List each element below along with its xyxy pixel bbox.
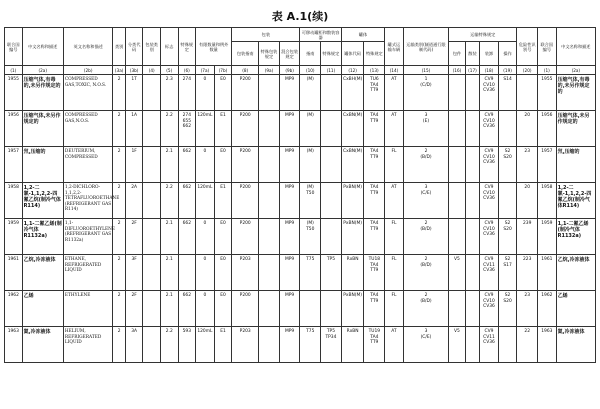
column-number: (3a) bbox=[114, 67, 124, 73]
tsp-packages-cell bbox=[449, 183, 466, 219]
label-cell: 2.3 bbox=[160, 75, 178, 111]
tsp-bulk-cell bbox=[465, 291, 479, 327]
special-provisions-cell: 274 655 662 bbox=[178, 111, 196, 147]
header-zh-name: 中文名称和描述 bbox=[22, 28, 63, 66]
mixed-packing-cell: MP9 bbox=[279, 147, 300, 183]
header-tsp-packages: 包件 bbox=[449, 42, 466, 66]
un-number-2-cell: 1958 bbox=[538, 183, 557, 219]
header-class: 类别 bbox=[113, 28, 125, 66]
column-number-row bbox=[5, 66, 596, 75]
class-cell: 2 bbox=[113, 219, 125, 255]
excepted-quantity-cell: E1 bbox=[214, 327, 232, 363]
tsp-operation-cell: S2 S17 bbox=[498, 255, 517, 291]
header-pt-special: 特殊规定 bbox=[321, 42, 342, 66]
table-row bbox=[5, 75, 596, 111]
column-number: (16) bbox=[449, 66, 466, 75]
tsp-loading-cell: CV9 CV11 CV36 bbox=[480, 327, 499, 363]
special-packing-cell bbox=[259, 111, 280, 147]
class-cell: 2 bbox=[113, 147, 125, 183]
header-en-name: 英文名称和描述 bbox=[63, 28, 113, 66]
packing-instruction-cell: P200 bbox=[232, 291, 259, 327]
column-number: (7b) bbox=[214, 66, 232, 75]
hazard-id-cell: 20 bbox=[517, 183, 538, 219]
table-row bbox=[5, 183, 596, 219]
limited-quantity-cell: 120mL bbox=[196, 111, 215, 147]
un-number-2-cell: 1962 bbox=[538, 291, 557, 327]
tsp-loading-cell: CV9 CV10 CV36 bbox=[480, 219, 499, 255]
portable-tank-instruction-cell: T75 bbox=[300, 255, 321, 291]
un-number-2-cell: 1961 bbox=[538, 255, 557, 291]
portable-tank-instruction-cell: (M) T50 bbox=[300, 183, 321, 219]
class-cell: 2 bbox=[113, 111, 125, 147]
packing-group-cell bbox=[143, 255, 161, 291]
vehicle-cell: AT bbox=[385, 75, 404, 111]
header-tsp-loading: 装卸 bbox=[480, 42, 499, 66]
un-number-cell: 1957 bbox=[5, 147, 23, 183]
table-row bbox=[5, 219, 596, 255]
header-tank-code: 罐体代码 bbox=[341, 42, 364, 66]
header-packing-group: 包装类别 bbox=[143, 28, 161, 66]
un-number-2-cell: 1957 bbox=[538, 147, 557, 183]
column-number: (12) bbox=[341, 66, 364, 75]
special-provisions-cell bbox=[178, 255, 196, 291]
hazard-id-cell: 239 bbox=[517, 219, 538, 255]
tsp-operation-cell: S2 S20 bbox=[498, 291, 517, 327]
dangerous-goods-table bbox=[4, 27, 596, 363]
column-number: (14) bbox=[385, 66, 404, 75]
column-number: (1) bbox=[538, 66, 557, 75]
special-provisions-cell: 662 bbox=[178, 183, 196, 219]
mixed-packing-cell: MP9 bbox=[279, 255, 300, 291]
header-pt-instructions: 指南 bbox=[300, 42, 321, 66]
column-number: (10) bbox=[300, 66, 321, 75]
zh-name-cell: 1,2-二氯-1,1,2,2-四氟乙烷(制冷气体R114) bbox=[22, 183, 63, 219]
mixed-packing-cell: MP9 bbox=[279, 327, 300, 363]
header-classification-code: 分类代码 bbox=[125, 28, 143, 66]
classification-code-cell: 1T bbox=[125, 75, 143, 111]
packing-instruction-cell: P203 bbox=[232, 327, 259, 363]
tsp-packages-cell bbox=[449, 147, 466, 183]
zh-name-cell: 乙烷,冷冻液体 bbox=[22, 255, 63, 291]
tsp-loading-cell: CV9 CV11 CV36 bbox=[480, 255, 499, 291]
portable-tank-instruction-cell: (M) bbox=[300, 147, 321, 183]
en-name-cell: COMPRESSED GAS,TOXIC, N.O.S. bbox=[63, 75, 113, 111]
zh-name-cell: 氘,压缩的 bbox=[22, 147, 63, 183]
vehicle-cell: FL bbox=[385, 291, 404, 327]
excepted-quantity-cell: E0 bbox=[214, 291, 232, 327]
tsp-operation-cell bbox=[498, 327, 517, 363]
column-number: (3b) bbox=[125, 66, 143, 75]
tsp-packages-cell bbox=[449, 219, 466, 255]
un-number-2-cell: 1955 bbox=[538, 75, 557, 111]
transport-category-cell: 3 (E) bbox=[403, 111, 448, 147]
vehicle-cell: FL bbox=[385, 219, 404, 255]
header-un-no-2: 联合国编号 bbox=[538, 28, 557, 66]
zh-name-2-cell: 压缩气体,未另作规定的 bbox=[556, 111, 595, 147]
packing-instruction-cell: P203 bbox=[232, 255, 259, 291]
classification-code-cell: 3F bbox=[125, 255, 143, 291]
tank-code-cell: CxBN(M) bbox=[341, 147, 364, 183]
special-packing-cell bbox=[259, 219, 280, 255]
excepted-quantity-cell: E0 bbox=[214, 255, 232, 291]
packing-group-cell bbox=[143, 291, 161, 327]
portable-tank-special-cell bbox=[321, 147, 342, 183]
limited-quantity-cell: 120mL bbox=[196, 327, 215, 363]
un-number-2-cell: 1959 bbox=[538, 219, 557, 255]
vehicle-cell: FL bbox=[385, 255, 404, 291]
label-cell: 2.1 bbox=[160, 147, 178, 183]
special-packing-cell bbox=[259, 75, 280, 111]
transport-category-cell: 2 (B/D) bbox=[403, 255, 448, 291]
header-vehicle: 罐式运输车辆 bbox=[385, 28, 404, 66]
special-provisions-cell: 662 bbox=[178, 219, 196, 255]
hazard-id-cell: 23 bbox=[517, 147, 538, 183]
special-provisions-cell: 662 bbox=[178, 291, 196, 327]
packing-group-cell bbox=[143, 111, 161, 147]
portable-tank-instruction-cell: T75 bbox=[300, 327, 321, 363]
zh-name-2-cell: 乙烯 bbox=[556, 291, 595, 327]
zh-name-2-cell: 氦,冷冻液体 bbox=[556, 327, 595, 363]
label-cell: 2.1 bbox=[160, 219, 178, 255]
zh-name-cell: 氦,冷冻液体 bbox=[22, 327, 63, 363]
hazard-id-cell: 20 bbox=[517, 111, 538, 147]
packing-group-cell bbox=[143, 183, 161, 219]
en-name-cell: ETHANE, REFRIGERATED LIQUID bbox=[63, 255, 113, 291]
mixed-packing-cell: MP9 bbox=[279, 111, 300, 147]
un-number-cell: 1959 bbox=[5, 219, 23, 255]
table-body bbox=[5, 75, 596, 363]
transport-category-cell: 3 (C/E) bbox=[403, 327, 448, 363]
tank-code-cell: CxBH(M) bbox=[341, 75, 364, 111]
tsp-bulk-cell bbox=[465, 75, 479, 111]
limited-quantity-cell: 0 bbox=[196, 75, 215, 111]
tsp-packages-cell bbox=[449, 75, 466, 111]
header-labels: 标志 bbox=[160, 28, 178, 66]
special-packing-cell bbox=[259, 291, 280, 327]
packing-group-cell bbox=[143, 219, 161, 255]
hazard-id-cell: 223 bbox=[517, 255, 538, 291]
tank-special-cell: TA4 TT9 bbox=[364, 291, 385, 327]
label-cell: 2.2 bbox=[160, 183, 178, 219]
portable-tank-instruction-cell: (M) T50 bbox=[300, 219, 321, 255]
header-packing-instructions: 包装指南 bbox=[232, 42, 259, 66]
special-provisions-cell: 593 bbox=[178, 327, 196, 363]
tank-special-cell: TA4 TT9 bbox=[364, 111, 385, 147]
tsp-operation-cell: S2 S20 bbox=[498, 147, 517, 183]
header-tsp-bulk: 散装 bbox=[465, 42, 479, 66]
tsp-packages-cell bbox=[449, 111, 466, 147]
column-number: (18) bbox=[480, 66, 499, 75]
column-number: (4) bbox=[143, 66, 161, 75]
tsp-operation-cell: S14 bbox=[498, 75, 517, 111]
packing-group-cell bbox=[143, 327, 161, 363]
zh-name-cell: 乙烯 bbox=[22, 291, 63, 327]
special-packing-cell bbox=[259, 147, 280, 183]
header-limited-excepted: 有限数量和例外数量 bbox=[196, 28, 232, 66]
column-number: (11) bbox=[321, 66, 342, 75]
tsp-loading-cell: CV9 CV10 CV36 bbox=[480, 183, 499, 219]
header-hazard-id: 危险性识别号 bbox=[517, 28, 538, 66]
zh-name-2-cell: 氘,压缩的 bbox=[556, 147, 595, 183]
tsp-packages-cell: V5 bbox=[449, 255, 466, 291]
tank-code-cell: PxBN(M) bbox=[341, 219, 364, 255]
mixed-packing-cell: MP9 bbox=[279, 75, 300, 111]
packing-instruction-cell: P200 bbox=[232, 147, 259, 183]
tank-code-cell: PxBN(M) bbox=[341, 183, 364, 219]
transport-category-cell: 1 (C/D) bbox=[403, 75, 448, 111]
header-transport-special: 运输特殊规定 bbox=[449, 28, 517, 42]
tsp-bulk-cell bbox=[465, 111, 479, 147]
vehicle-cell: FL bbox=[385, 147, 404, 183]
zh-name-2-cell: 1,1-二氟乙烯(制冷气体R1132a) bbox=[556, 219, 595, 255]
transport-category-cell: 2 (B/D) bbox=[403, 219, 448, 255]
tank-special-cell: TA4 TT9 bbox=[364, 219, 385, 255]
table-wrapper bbox=[4, 27, 596, 363]
portable-tank-instruction-cell: (M) bbox=[300, 75, 321, 111]
label-cell: 2.2 bbox=[160, 111, 178, 147]
tsp-loading-cell: CV9 CV10 CV36 bbox=[480, 111, 499, 147]
portable-tank-special-cell bbox=[321, 219, 342, 255]
table-row bbox=[5, 147, 596, 183]
transport-category-cell: 3 (C/E) bbox=[403, 183, 448, 219]
header-transport-category: 运输类别(隧道通行限制代码) bbox=[403, 28, 448, 66]
packing-instruction-cell: P200 bbox=[232, 111, 259, 147]
packing-group-cell bbox=[143, 75, 161, 111]
header-un-no: 联合国编号 bbox=[5, 28, 23, 66]
portable-tank-special-cell: TP5 bbox=[321, 255, 342, 291]
label-cell: 2.1 bbox=[160, 255, 178, 291]
tsp-packages-cell bbox=[449, 291, 466, 327]
portable-tank-special-cell bbox=[321, 291, 342, 327]
tsp-bulk-cell bbox=[465, 327, 479, 363]
class-cell: 2 bbox=[113, 183, 125, 219]
class-cell: 2 bbox=[113, 255, 125, 291]
tank-special-cell: TU18 TA4 TT9 bbox=[364, 255, 385, 291]
table-row bbox=[5, 327, 596, 363]
tank-special-cell: TA4 TT9 bbox=[364, 147, 385, 183]
tsp-bulk-cell bbox=[465, 147, 479, 183]
un-number-cell: 1955 bbox=[5, 75, 23, 111]
tsp-loading-cell: CV9 CV10 CV36 bbox=[480, 291, 499, 327]
limited-quantity-cell: 0 bbox=[196, 291, 215, 327]
header-special-packing: 特殊包装规定 bbox=[259, 42, 280, 66]
class-cell: 2 bbox=[113, 75, 125, 111]
label-cell: 2.2 bbox=[160, 327, 178, 363]
table-title: 表 A.1(续) bbox=[271, 10, 329, 23]
zh-name-2-cell: 乙烷,冷冻液体 bbox=[556, 255, 595, 291]
portable-tank-instruction-cell: (M) bbox=[300, 111, 321, 147]
mixed-packing-cell: MP9 bbox=[279, 219, 300, 255]
en-name-cell: 1,2-DICHLORO-1,1,2,2-TETRAFLUOROETHANE (REFRIGERANT GAS R114) bbox=[63, 183, 113, 219]
tsp-bulk-cell bbox=[465, 183, 479, 219]
header-mixed-packing: 混合包装规定 bbox=[279, 42, 300, 66]
tsp-bulk-cell bbox=[465, 219, 479, 255]
column-number: (9b) bbox=[279, 66, 300, 75]
header-tank-special: 特殊规定 bbox=[364, 42, 385, 66]
special-provisions-cell: 274 bbox=[178, 75, 196, 111]
special-packing-cell bbox=[259, 183, 280, 219]
packing-instruction-cell: P200 bbox=[232, 219, 259, 255]
header-tsp-operation: 操作 bbox=[498, 42, 517, 66]
tank-code-cell: CxBN(M) bbox=[341, 111, 364, 147]
en-name-cell: DEUTERIUM, COMPRESSED bbox=[63, 147, 113, 183]
special-provisions-cell: 662 bbox=[178, 147, 196, 183]
classification-code-cell: 2F bbox=[125, 291, 143, 327]
excepted-quantity-cell: E1 bbox=[214, 183, 232, 219]
column-number: (20) bbox=[517, 66, 538, 75]
tsp-operation-cell bbox=[498, 111, 517, 147]
column-number: (2a) bbox=[556, 66, 595, 75]
tsp-operation-cell: S2 S20 bbox=[498, 219, 517, 255]
packing-instruction-cell: P200 bbox=[232, 183, 259, 219]
column-number: (1) bbox=[5, 66, 23, 75]
un-number-cell: 1963 bbox=[5, 327, 23, 363]
tank-code-cell: RxBN bbox=[341, 255, 364, 291]
table-row bbox=[5, 255, 596, 291]
en-name-cell: 1,1-DIFLUOROETHYLENE (REFRIGERANT GAS R1132a) bbox=[63, 219, 113, 255]
special-packing-cell bbox=[259, 327, 280, 363]
un-number-2-cell: 1963 bbox=[538, 327, 557, 363]
special-packing-cell bbox=[259, 255, 280, 291]
en-name-cell: ETHYLENE bbox=[63, 291, 113, 327]
vehicle-cell: AT bbox=[385, 183, 404, 219]
excepted-quantity-cell: E0 bbox=[214, 75, 232, 111]
column-number: (19) bbox=[498, 66, 517, 75]
tank-special-cell: TA4 TT9 bbox=[364, 183, 385, 219]
portable-tank-instruction-cell bbox=[300, 291, 321, 327]
column-number: (6) bbox=[178, 66, 196, 75]
column-number: (2a) bbox=[22, 66, 63, 75]
tsp-bulk-cell bbox=[465, 255, 479, 291]
transport-category-cell: 2 (B/D) bbox=[403, 291, 448, 327]
vehicle-cell: AT bbox=[385, 111, 404, 147]
tank-code-cell: PxBN(M) bbox=[341, 291, 364, 327]
classification-code-cell: 2F bbox=[125, 219, 143, 255]
mixed-packing-cell: MP9 bbox=[279, 183, 300, 219]
limited-quantity-cell: 120mL bbox=[196, 183, 215, 219]
limited-quantity-cell: 0 bbox=[196, 147, 215, 183]
classification-code-cell: 3A bbox=[125, 327, 143, 363]
zh-name-2-cell: 1,2-二氯-1,1,2,2-四氟乙烷(制冷气体R114) bbox=[556, 183, 595, 219]
hazard-id-cell bbox=[517, 75, 538, 111]
header-special-provisions: 特殊规定 bbox=[178, 28, 196, 66]
column-number: (2b) bbox=[63, 66, 113, 75]
classification-code-cell: 1F bbox=[125, 147, 143, 183]
excepted-quantity-cell: E0 bbox=[214, 147, 232, 183]
column-number: (9a) bbox=[259, 66, 280, 75]
table-row bbox=[5, 111, 596, 147]
limited-quantity-cell: 0 bbox=[196, 219, 215, 255]
column-number: (8) bbox=[232, 66, 259, 75]
header-tanks: 罐体 bbox=[341, 28, 384, 42]
packing-instruction-cell: P200 bbox=[232, 75, 259, 111]
header-zh-name-2: 中文名称和描述 bbox=[556, 28, 595, 66]
un-number-cell: 1958 bbox=[5, 183, 23, 219]
portable-tank-special-cell bbox=[321, 75, 342, 111]
class-cell: 2 bbox=[113, 327, 125, 363]
mixed-packing-cell: MP9 bbox=[279, 291, 300, 327]
table-row bbox=[5, 291, 596, 327]
tank-special-cell: TU19 TA4 TT9 bbox=[364, 327, 385, 363]
column-number: (15) bbox=[403, 66, 448, 75]
un-number-cell: 1956 bbox=[5, 111, 23, 147]
hazard-id-cell: 22 bbox=[517, 327, 538, 363]
tank-special-cell: TU6 TA4 TT9 bbox=[364, 75, 385, 111]
en-name-cell: HELIUM, REFRIGERATED LIQUID bbox=[63, 327, 113, 363]
header-packaging: 包装 bbox=[232, 28, 300, 42]
un-number-cell: 1962 bbox=[5, 291, 23, 327]
column-number: (17) bbox=[465, 66, 479, 75]
zh-name-cell: 压缩气体,有毒的,未另作规定的 bbox=[22, 75, 63, 111]
tsp-packages-cell: V5 bbox=[449, 327, 466, 363]
limited-quantity-cell: 0 bbox=[196, 255, 215, 291]
class-cell: 2 bbox=[113, 291, 125, 327]
portable-tank-special-cell bbox=[321, 111, 342, 147]
hazard-id-cell: 23 bbox=[517, 291, 538, 327]
column-number: (7a) bbox=[196, 66, 215, 75]
un-number-cell: 1961 bbox=[5, 255, 23, 291]
zh-name-cell: 1,1-二氟乙烯(制冷气体R1132a) bbox=[22, 219, 63, 255]
column-number: (13) bbox=[364, 66, 385, 75]
excepted-quantity-cell: E1 bbox=[214, 111, 232, 147]
packing-group-cell bbox=[143, 147, 161, 183]
portable-tank-special-cell bbox=[321, 183, 342, 219]
excepted-quantity-cell: E0 bbox=[214, 219, 232, 255]
header-portable-tanks: 可移动罐柜和散装容器 bbox=[301, 29, 340, 40]
classification-code-cell: 1A bbox=[125, 111, 143, 147]
zh-name-cell: 压缩气体,未另作规定的 bbox=[22, 111, 63, 147]
column-number: (5) bbox=[160, 66, 178, 75]
transport-category-cell: 2 (B/D) bbox=[403, 147, 448, 183]
tank-code-cell: RxBN bbox=[341, 327, 364, 363]
label-cell: 2.1 bbox=[160, 291, 178, 327]
vehicle-cell: AT bbox=[385, 327, 404, 363]
portable-tank-special-cell: TP5 TP34 bbox=[321, 327, 342, 363]
un-number-2-cell: 1956 bbox=[538, 111, 557, 147]
en-name-cell: COMPRESSED GAS,N.O.S. bbox=[63, 111, 113, 147]
zh-name-2-cell: 压缩气体,有毒的,未另作规定的 bbox=[556, 75, 595, 111]
tsp-loading-cell: CV9 CV10 CV36 bbox=[480, 147, 499, 183]
tsp-loading-cell: CV9 CV10 CV36 bbox=[480, 75, 499, 111]
tsp-operation-cell bbox=[498, 183, 517, 219]
classification-code-cell: 2A bbox=[125, 183, 143, 219]
